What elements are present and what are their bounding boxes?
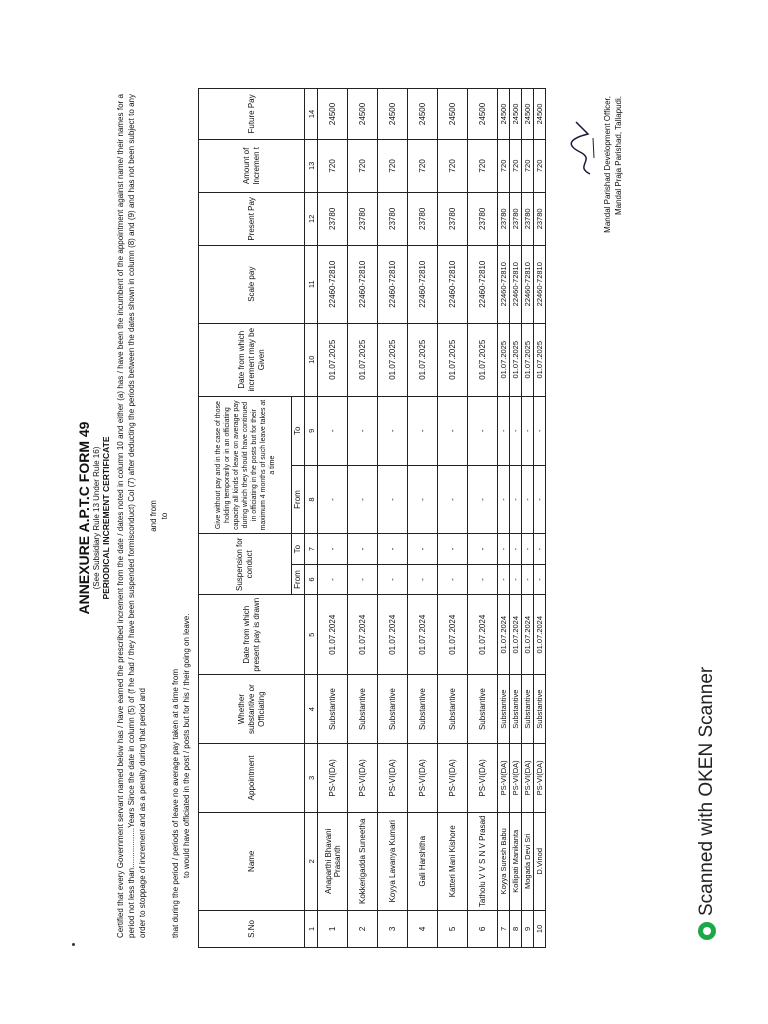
cell-appt: PS-VI(DA) xyxy=(534,744,546,813)
header-suspension: Suspension for conduct xyxy=(199,534,292,595)
signature-block xyxy=(602,96,624,233)
cell-date: 01.07.2024 xyxy=(522,595,534,675)
cell-type: Substantive xyxy=(378,675,408,744)
cell-appt: PS-VI(DA) xyxy=(522,744,534,813)
cell-appt: PS-VI(DA) xyxy=(438,744,468,813)
cell-type: Substantive xyxy=(348,675,378,744)
signature-designation: Mandal Parishad Development Officer, xyxy=(603,96,612,233)
cell-date: 01.07.2024 xyxy=(510,595,522,675)
oken-scanner-logo-icon xyxy=(698,922,716,940)
cell-type: Substantive xyxy=(534,675,546,744)
col-number: 9 xyxy=(305,396,318,465)
cell-type: Substantive xyxy=(438,675,468,744)
cell-sno: 8 xyxy=(510,910,522,947)
cell-type: Substantive xyxy=(468,675,498,744)
cell-inc: 01.07.2025 xyxy=(408,323,438,396)
cell-scale: 22460-72810 xyxy=(468,245,498,323)
cell-name: Kollipati Manikanta xyxy=(510,812,522,910)
cell-inc: 01.07.2025 xyxy=(522,323,534,396)
cell-sno: 9 xyxy=(522,910,534,947)
cell-amount: 720 xyxy=(408,139,438,192)
certificate-para-1: Certified that every Government servant named below has / have earned the prescribed increment from the date / dates noted in column 10 and either (a) has / have been the incumbent of the appointment against name/ their names for a period not less than..................Years Since the date in column (5) of (f he had / they have been suspended formisconduct) Col (7) after deducting the periods between the dates shown in column (8) and (9) and has not been subject to any order to stoppage of increment and as a penalty during that period and xyxy=(116,94,147,938)
cell-inc: 01.07.2025 xyxy=(510,323,522,396)
cell-l-from: - xyxy=(318,465,348,534)
cell-future: 24500 xyxy=(408,89,438,140)
table-row xyxy=(408,89,438,948)
cell-appt: PS-VI(DA) xyxy=(498,744,510,813)
cell-s-to: - xyxy=(318,534,348,564)
cell-date: 01.07.2024 xyxy=(378,595,408,675)
header-name: Name xyxy=(199,812,305,910)
certificate-to-2: to xyxy=(182,871,191,878)
cell-scale: 22460-72810 xyxy=(534,245,546,323)
cell-l-from: - xyxy=(378,465,408,534)
cell-future: 24500 xyxy=(468,89,498,140)
header-appointment: Appointment xyxy=(199,744,305,813)
cell-date: 01.07.2024 xyxy=(348,595,378,675)
certificate-and-from: and from xyxy=(149,500,158,532)
col-number: 1 xyxy=(305,910,318,947)
scanner-watermark xyxy=(696,10,736,940)
cell-present: 23780 xyxy=(438,192,468,245)
cell-s-from: - xyxy=(438,564,468,594)
cell-present: 23780 xyxy=(522,192,534,245)
cell-s-to: - xyxy=(438,534,468,564)
cell-inc: 01.07.2025 xyxy=(348,323,378,396)
cell-future: 24500 xyxy=(348,89,378,140)
cell-sno: 5 xyxy=(438,910,468,947)
cell-amount: 720 xyxy=(498,139,510,192)
header-amount: Amount of Incremen t xyxy=(199,139,305,192)
certificate-para-2: that during the period / periods of leave no average pay taken at a time from xyxy=(171,668,180,938)
cell-name: Katteri Mani Kishore xyxy=(438,812,468,910)
cell-amount: 720 xyxy=(348,139,378,192)
cell-sno: 1 xyxy=(318,910,348,947)
cell-date: 01.07.2024 xyxy=(438,595,468,675)
cell-l-to: - xyxy=(378,396,408,465)
cell-date: 01.07.2024 xyxy=(534,595,546,675)
cell-inc: 01.07.2025 xyxy=(534,323,546,396)
header-suspension-to: To xyxy=(292,534,305,564)
col-number: 6 xyxy=(305,564,318,594)
cell-amount: 720 xyxy=(318,139,348,192)
header-present-pay: Present Pay xyxy=(199,192,305,245)
cell-present: 23780 xyxy=(408,192,438,245)
col-number: 14 xyxy=(305,89,318,140)
cell-s-from: - xyxy=(534,564,546,594)
cell-scale: 22460-72810 xyxy=(318,245,348,323)
cell-l-from: - xyxy=(438,465,468,534)
cell-future: 24500 xyxy=(378,89,408,140)
cell-future: 24500 xyxy=(498,89,510,140)
cell-type: Substantive xyxy=(318,675,348,744)
cell-type: Substantive xyxy=(522,675,534,744)
col-number: 7 xyxy=(305,534,318,564)
cell-inc: 01.07.2025 xyxy=(468,323,498,396)
cell-l-from: - xyxy=(510,465,522,534)
cell-l-from: - xyxy=(522,465,534,534)
cell-s-from: - xyxy=(378,564,408,594)
cell-l-from: - xyxy=(534,465,546,534)
cell-type: Substantive xyxy=(408,675,438,744)
cell-l-to: - xyxy=(498,396,510,465)
cell-l-from: - xyxy=(408,465,438,534)
cell-sno: 3 xyxy=(378,910,408,947)
col-number: 11 xyxy=(305,245,318,323)
col-number: 8 xyxy=(305,465,318,534)
header-sno: S.No xyxy=(199,910,305,947)
table-row xyxy=(318,89,348,948)
cell-appt: PS-VI(DA) xyxy=(318,744,348,813)
cell-s-to: - xyxy=(348,534,378,564)
cell-l-from: - xyxy=(468,465,498,534)
header-increment-date: Date from which increment may be Given xyxy=(199,323,305,396)
header-whether: Whether substantive or Officiating xyxy=(199,675,305,744)
cell-future: 24500 xyxy=(438,89,468,140)
header-leave-from: From xyxy=(292,465,305,534)
cell-s-to: - xyxy=(468,534,498,564)
cell-scale: 22460-72810 xyxy=(378,245,408,323)
column-number-row xyxy=(305,89,318,948)
cell-scale: 22460-72810 xyxy=(408,245,438,323)
col-number: 13 xyxy=(305,139,318,192)
cell-future: 24500 xyxy=(522,89,534,140)
col-number: 3 xyxy=(305,744,318,813)
cell-future: 24500 xyxy=(510,89,522,140)
cell-future: 24500 xyxy=(534,89,546,140)
header-date-from: Date from which present pay is drawn xyxy=(199,595,305,675)
cell-inc: 01.07.2025 xyxy=(438,323,468,396)
cell-l-to: - xyxy=(468,396,498,465)
cell-s-from: - xyxy=(408,564,438,594)
header-scale-pay: Scale pay xyxy=(199,245,305,323)
cell-amount: 720 xyxy=(468,139,498,192)
cell-present: 23780 xyxy=(468,192,498,245)
cell-scale: 22460-72810 xyxy=(348,245,378,323)
table-row xyxy=(498,89,510,948)
cell-inc: 01.07.2025 xyxy=(498,323,510,396)
table-body xyxy=(318,89,546,948)
cell-name: Mogada Devi Sri xyxy=(522,812,534,910)
table-row xyxy=(522,89,534,948)
cell-l-to: - xyxy=(438,396,468,465)
signature-office: Mandal Praja Parishad, Tallapudi. xyxy=(614,96,623,216)
table-row xyxy=(510,89,522,948)
cell-l-to: - xyxy=(408,396,438,465)
cell-l-from: - xyxy=(498,465,510,534)
cell-sno: 10 xyxy=(534,910,546,947)
cell-appt: PS-VI(DA) xyxy=(378,744,408,813)
cell-date: 01.07.2024 xyxy=(468,595,498,675)
col-number: 2 xyxy=(305,812,318,910)
cell-date: 01.07.2024 xyxy=(498,595,510,675)
col-number: 12 xyxy=(305,192,318,245)
cell-s-to: - xyxy=(510,534,522,564)
cell-date: 01.07.2024 xyxy=(408,595,438,675)
header-leave: Give without pay and in the case of those holding temporarily or in an officiating capacity all kinds of leave on average pay during which they should have continued in officiating in the posts but for their maximum 4 months of such leave takes at a time xyxy=(199,396,292,534)
cell-amount: 720 xyxy=(378,139,408,192)
cell-name: Koyya Suresh Babu xyxy=(498,812,510,910)
cell-name: Kokkerigadda Suneetha xyxy=(348,812,378,910)
document-subtitle: (See Subsidiary Rule 13 Under Rule 16) xyxy=(92,446,101,590)
cell-scale: 22460-72810 xyxy=(510,245,522,323)
cell-s-from: - xyxy=(522,564,534,594)
col-number: 5 xyxy=(305,595,318,675)
cell-name: Gali Harshitha xyxy=(408,812,438,910)
cell-scale: 22460-72810 xyxy=(522,245,534,323)
cell-scale: 22460-72810 xyxy=(438,245,468,323)
table-row xyxy=(348,89,378,948)
header-leave-to: To xyxy=(292,396,305,465)
cell-l-to: - xyxy=(510,396,522,465)
cell-amount: 720 xyxy=(438,139,468,192)
cell-present: 23780 xyxy=(318,192,348,245)
cell-s-to: - xyxy=(522,534,534,564)
cell-present: 23780 xyxy=(378,192,408,245)
cell-s-to: - xyxy=(408,534,438,564)
cell-appt: PS-VI(DA) xyxy=(408,744,438,813)
cell-s-to: - xyxy=(378,534,408,564)
cell-name: D.Vinod xyxy=(534,812,546,910)
certificate-para-3: would have officiated in the post / posts but for his / their going on leave. xyxy=(182,613,191,870)
cell-l-to: - xyxy=(348,396,378,465)
cell-present: 23780 xyxy=(348,192,378,245)
header-suspension-from: From xyxy=(292,564,305,594)
cell-inc: 01.07.2025 xyxy=(318,323,348,396)
cell-s-from: - xyxy=(468,564,498,594)
cell-sno: 4 xyxy=(408,910,438,947)
cell-amount: 720 xyxy=(534,139,546,192)
cell-name: Tatholu V V S N V Prasad xyxy=(468,812,498,910)
certificate-text xyxy=(115,94,192,938)
cell-amount: 720 xyxy=(510,139,522,192)
certificate-to-1: to xyxy=(160,512,169,520)
cell-name: Anaparthi Bhavani Prasanth xyxy=(318,812,348,910)
cell-l-to: - xyxy=(522,396,534,465)
cell-s-from: - xyxy=(510,564,522,594)
col-number: 4 xyxy=(305,675,318,744)
col-number: 10 xyxy=(305,323,318,396)
document-title: ANNEXURE A.P.T.C FORM 49 xyxy=(76,421,92,615)
cell-sno: 2 xyxy=(348,910,378,947)
cell-type: Substantive xyxy=(510,675,522,744)
cell-l-from: - xyxy=(348,465,378,534)
cell-type: Substantive xyxy=(498,675,510,744)
cell-sno: 6 xyxy=(468,910,498,947)
increment-table xyxy=(198,88,546,948)
cell-date: 01.07.2024 xyxy=(318,595,348,675)
cell-inc: 01.07.2025 xyxy=(378,323,408,396)
table-row xyxy=(378,89,408,948)
cell-amount: 720 xyxy=(522,139,534,192)
cell-present: 23780 xyxy=(510,192,522,245)
table-row xyxy=(468,89,498,948)
table-row xyxy=(534,89,546,948)
cell-appt: PS-VI(DA) xyxy=(468,744,498,813)
scanner-watermark-label: Scanned with OKEN Scanner xyxy=(696,666,717,916)
cell-l-to: - xyxy=(534,396,546,465)
table-header-row xyxy=(199,89,292,948)
header-future-pay: Future Pay xyxy=(199,89,305,140)
cell-s-to: - xyxy=(534,534,546,564)
speck-mark xyxy=(72,943,75,946)
cell-s-to: - xyxy=(498,534,510,564)
cell-future: 24500 xyxy=(318,89,348,140)
cell-scale: 22460-72810 xyxy=(498,245,510,323)
document-heading: PERIODICAL INCREMENT CERTIFICATE xyxy=(101,436,111,600)
table-row xyxy=(438,89,468,948)
cell-name: Koyya Lavanya Kumari xyxy=(378,812,408,910)
cell-sno: 7 xyxy=(498,910,510,947)
cell-l-to: - xyxy=(318,396,348,465)
cell-appt: PS-VI(DA) xyxy=(348,744,378,813)
cell-present: 23780 xyxy=(534,192,546,245)
signature-scribble xyxy=(570,118,598,178)
cell-s-from: - xyxy=(498,564,510,594)
cell-s-from: - xyxy=(348,564,378,594)
cell-s-from: - xyxy=(318,564,348,594)
cell-present: 23780 xyxy=(498,192,510,245)
increment-certificate-document xyxy=(76,88,623,948)
cell-appt: PS-VI(DA) xyxy=(510,744,522,813)
